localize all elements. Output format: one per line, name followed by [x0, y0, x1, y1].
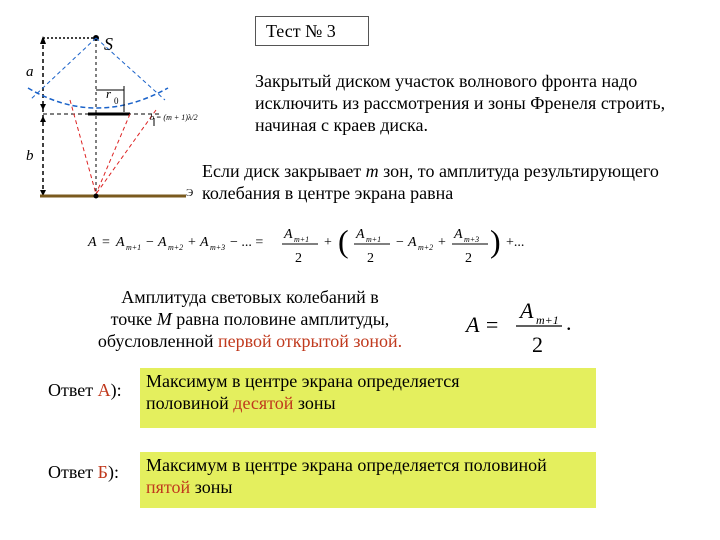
screen-label: Э — [186, 187, 194, 199]
svg-text:A: A — [454, 227, 463, 242]
svg-text:m+2: m+2 — [418, 243, 434, 252]
answer-b-highlight: пятой — [146, 477, 191, 497]
svg-text:m+1: m+1 — [126, 243, 142, 252]
svg-text:A: A — [356, 227, 365, 242]
answer-a-line2: половиной десятой зоны — [146, 393, 336, 413]
svg-text:−: − — [396, 235, 404, 250]
svg-text:+: + — [188, 235, 196, 250]
svg-text:m+3: m+3 — [210, 243, 226, 252]
disk-paragraph-var: m — [365, 161, 379, 181]
svg-text:2: 2 — [532, 332, 543, 357]
svg-text:(: ( — [338, 223, 349, 259]
answer-b-box[interactable] — [140, 452, 596, 508]
answer-b-line1: Максимум в центре экрана определяется половиной — [146, 455, 547, 475]
svg-text:2: 2 — [295, 251, 302, 266]
slide-title: Тест № 3 — [255, 16, 369, 46]
intro-paragraph: Закрытый диском участок волнового фронта надо исключить из рассмотрения и зоны Френеля строить, начиная с краев диска. — [255, 71, 666, 135]
amplitude-line2: точке M равна половине амплитуды, — [110, 309, 390, 329]
svg-text:=: = — [102, 235, 110, 250]
svg-text:+: + — [324, 235, 332, 250]
svg-text:−: − — [146, 235, 154, 250]
svg-text:A: A — [158, 235, 167, 250]
answer-a-label: Ответ А): — [48, 380, 122, 400]
distance-a-label: a — [26, 64, 34, 80]
result-formula — [462, 294, 582, 358]
answer-a-box[interactable] — [140, 368, 596, 428]
amplitude-line3: обусловленной первой открытой зоной. — [97, 331, 403, 351]
svg-text:m+1: m+1 — [294, 235, 310, 244]
svg-text:A: A — [520, 298, 534, 323]
answer-a-line1: Максимум в центре экрана определяется — [146, 371, 460, 391]
amplitude-paragraph — [60, 286, 440, 352]
svg-text:): ) — [490, 223, 501, 259]
svg-text:2: 2 — [367, 251, 374, 266]
svg-text:2: 2 — [465, 251, 472, 266]
svg-text:m+2: m+2 — [168, 243, 184, 252]
svg-text:A: A — [88, 235, 97, 250]
svg-text:+: + — [438, 235, 446, 250]
svg-text:− ... =: − ... = — [230, 235, 264, 250]
b-formula-label: b = (m + 1)λ/2 — [150, 113, 198, 122]
svg-text:m+1: m+1 — [536, 313, 559, 327]
disk-paragraph-part2: зон, то амплитуда результирующего колебания в центре экрана равна — [202, 161, 659, 203]
disk-paragraph — [202, 160, 702, 204]
svg-text:A: A — [408, 235, 417, 250]
svg-text:A: A — [116, 235, 125, 250]
svg-text:A: A — [284, 227, 293, 242]
svg-text:A: A — [200, 235, 209, 250]
answer-b-label: Ответ Б): — [48, 462, 119, 482]
svg-text:.: . — [566, 310, 572, 335]
radius-label: r — [106, 86, 112, 101]
first-open-zone-text: первой открытой зоной. — [217, 331, 403, 351]
svg-text:+...: +... — [506, 235, 525, 250]
svg-text:A =: A = — [466, 312, 500, 337]
radius-subscript: 0 — [114, 96, 119, 106]
svg-text:m+1: m+1 — [366, 235, 382, 244]
source-label: S — [104, 34, 113, 54]
series-formula — [86, 222, 546, 274]
svg-text:m+3: m+3 — [464, 235, 480, 244]
distance-b-label: b — [26, 148, 34, 164]
amplitude-line1: Амплитуда световых колебаний в — [121, 287, 379, 307]
disk-paragraph-part1: Если диск закрывает — [202, 161, 366, 181]
answer-a-highlight: десятой — [233, 393, 294, 413]
answer-b-line2: пятой зоны — [146, 477, 233, 497]
